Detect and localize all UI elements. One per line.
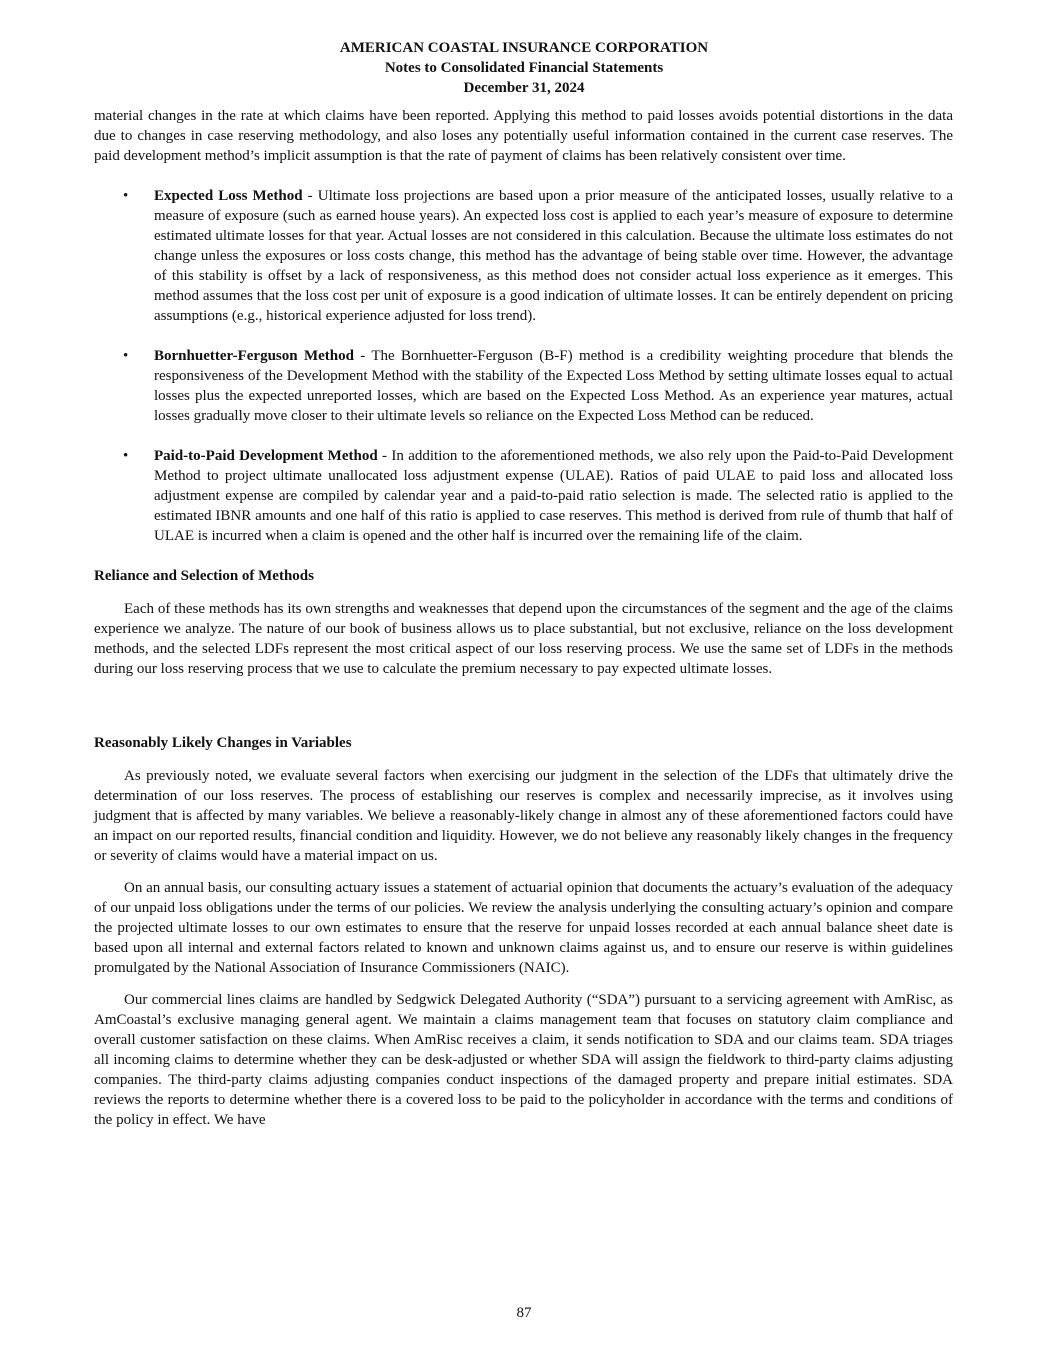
bullet-bornhuetter-ferguson-method bbox=[123, 346, 953, 426]
bullet-term: Paid-to-Paid Development Method bbox=[154, 448, 378, 464]
section-heading: Reasonably Likely Changes in Variables bbox=[94, 735, 352, 751]
bullet-term: Expected Loss Method bbox=[154, 188, 303, 204]
bullet-paid-to-paid-method bbox=[123, 446, 953, 546]
paragraph: As previously noted, we evaluate several factors when exercising our judgment in the selection of the LDFs that ultimately drive the determination of our loss reserves. The process of establishing our reserves is complex and necessarily imprecise, as it involves using judgment that is affected by many variables. We believe a reasonably-likely change in almost any of these aforementioned factors could have an impact on our reported results, financial condition and liquidity. However, we do not believe any reasonably likely changes in the frequency or severity of claims would have a material impact on us. bbox=[94, 768, 953, 864]
bullet-expected-loss-method bbox=[123, 186, 953, 326]
paragraph: Each of these methods has its own strengths and weaknesses that depend upon the circumstances of the segment and the age of the claims experience we analyze. The nature of our book of business allows us to place substantial, but not exclusive, reliance on the loss development methods, and the selected LDFs represent the most critical aspect of our loss reserving process. We use the same set of LDFs in the methods during our loss reserving process that we use to calculate the premium necessary to pay expected ultimate losses. bbox=[94, 601, 953, 677]
section-reasonably-likely-changes bbox=[94, 733, 953, 1130]
document-date: December 31, 2024 bbox=[463, 80, 585, 96]
paragraph: On an annual basis, our consulting actuary issues a statement of actuarial opinion that documents the actuary’s evaluation of the adequacy of our unpaid loss obligations under the terms of our policies. We review the analysis underlying the consulting actuary’s opinion and compare the projected ultimate losses to our own estimates to ensure that the reserve for unpaid losses recorded at each annual balance sheet date is based upon all internal and external factors related to known and unknown claims against us, and to ensure our reserve is within guidelines promulgated by the National Association of Insurance Commissioners (NAIC). bbox=[94, 880, 953, 976]
bullet-text: - In addition to the aforementioned methods, we also rely upon the Paid-to-Paid Development Method to project ultimate unallocated loss adjustment expense (ULAE). Ratios of paid ULAE to paid loss and allocated loss adjustment expense are compiled by calendar year and a paid-to-paid ratio selection is made. The selected ratio is applied to the estimated IBNR amounts and one half of this ratio is applied to case reserves. This method is derived from rule of thumb that half of ULAE is incurred when a claim is opened and the other half is incurred over the remaining life of the claim. bbox=[154, 448, 953, 544]
page-number: 87 bbox=[516, 1305, 532, 1321]
bullet-text: - Ultimate loss projections are based upon a prior measure of the anticipated losses, usually relative to a measure of exposure (such as earned house years). An expected loss cost is applied to each year’s measure of exposure to determine estimated ultimate losses for that year. Actual losses are not considered in this calculation. Because the ultimate loss estimates do not change unless the exposures or loss costs change, this method has the advantage of being stable over time. However, the advantage of this stability is offset by a lack of responsiveness, as this method does not consider actual loss experience as it emerges. This method assumes that the loss cost per unit of exposure is a good indication of ultimate losses. It can be entirely dependent on pricing assumptions (e.g., historical experience adjusted for loss trend). bbox=[154, 188, 953, 324]
document-body bbox=[94, 106, 953, 1130]
paragraph: Our commercial lines claims are handled by Sedgwick Delegated Authority (“SDA”) pursuant to a servicing agreement with AmRisc, as AmCoastal’s exclusive managing general agent. We maintain a claims management team that focuses on statutory claim compliance and overall customer satisfaction on these claims. When AmRisc receives a claim, it sends notification to SDA and our claims team. SDA triages all incoming claims to determine whether they can be desk-adjusted or whether SDA will assign the fieldwork to third-party claims adjusting companies. The third-party claims adjusting companies conduct inspections of the damaged property and prepare initial estimates. SDA reviews the reports to determine whether there is a covered loss to be paid to the policyholder in accordance with the terms and conditions of the policy in effect. We have bbox=[94, 992, 953, 1128]
section-reliance-selection bbox=[94, 566, 953, 679]
company-name: AMERICAN COASTAL INSURANCE CORPORATION bbox=[339, 40, 709, 56]
page-header bbox=[0, 38, 1048, 98]
bullet-icon: • bbox=[123, 448, 129, 464]
page-footer bbox=[0, 1305, 1048, 1322]
bullet-icon: • bbox=[123, 188, 129, 204]
document-subtitle: Notes to Consolidated Financial Statements bbox=[384, 60, 664, 76]
continuation-paragraph: material changes in the rate at which claims have been reported. Applying this method to paid losses avoids potential distortions in the data due to changes in case reserving methodology, and also loses any potentially useful information contained in the current case reserves. The paid development method’s implicit assumption is that the rate of payment of claims has been relatively consistent over time. bbox=[94, 108, 953, 164]
section-heading: Reliance and Selection of Methods bbox=[94, 568, 314, 584]
bullet-icon: • bbox=[123, 348, 129, 364]
bullet-term: Bornhuetter-Ferguson Method bbox=[154, 348, 354, 364]
bullet-text: - The Bornhuetter-Ferguson (B-F) method is a credibility weighting procedure that blends the responsiveness of the Development Method with the stability of the Expected Loss Method by setting ultimate losses equal to actual losses plus the expected unreported losses, which are based on the Expected Loss Method. As an experience year matures, actual losses gradually move closer to their ultimate levels so reliance on the Expected Loss Method can be reduced. bbox=[154, 348, 953, 424]
